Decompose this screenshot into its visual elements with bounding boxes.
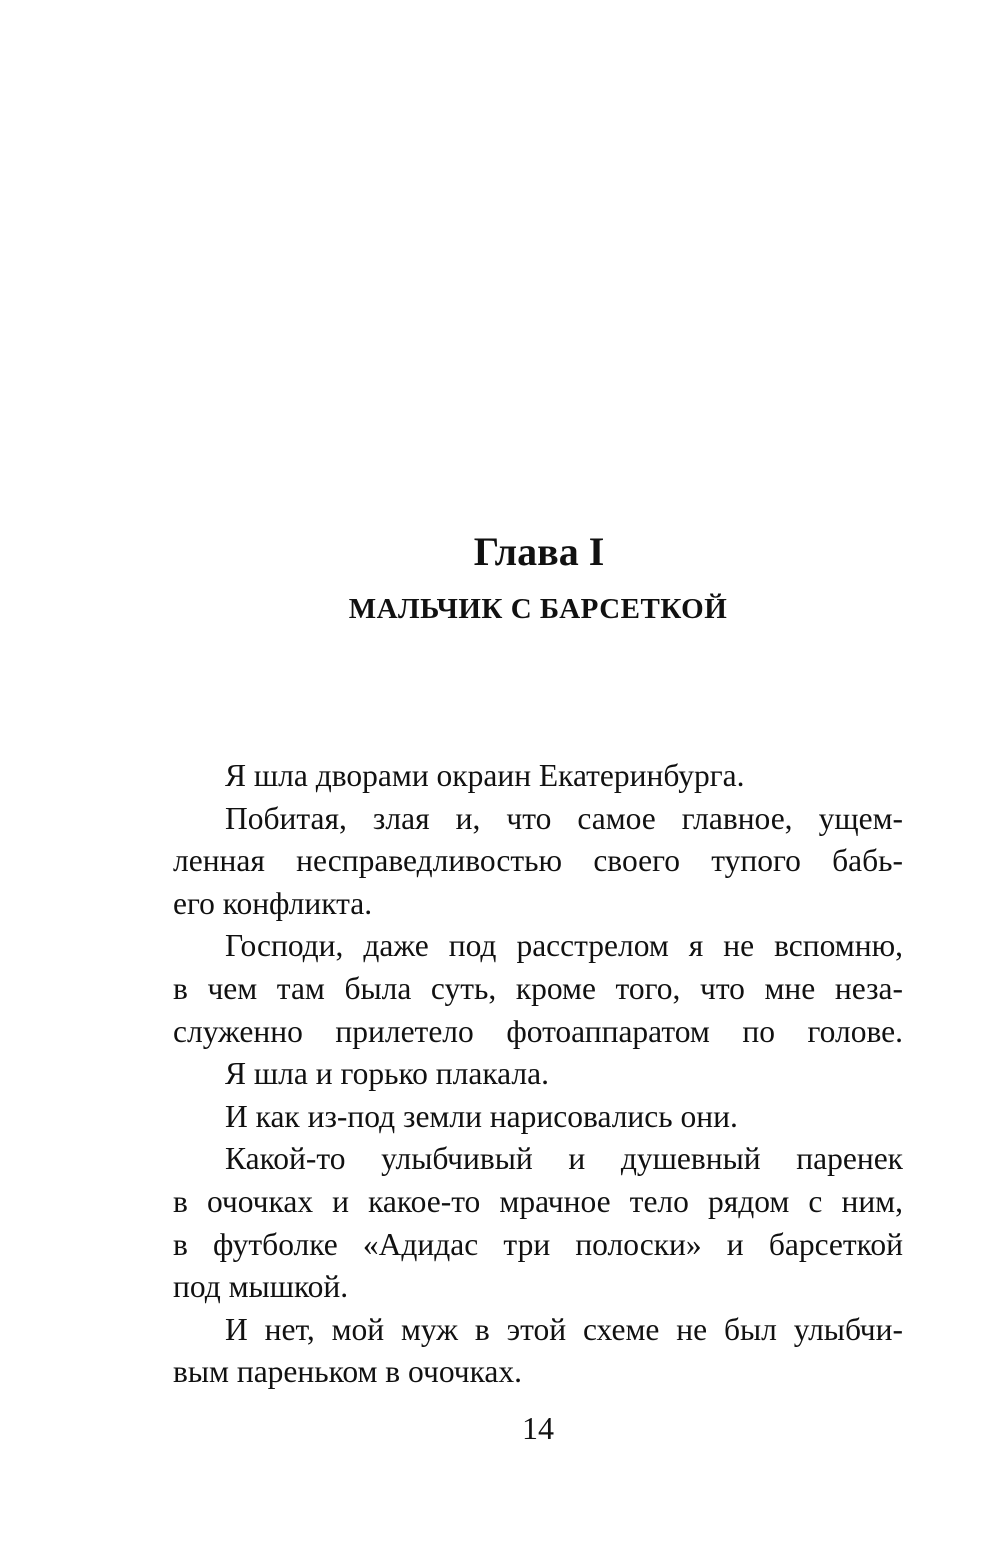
body-text bbox=[173, 755, 903, 1394]
text-line: И нет, мой муж в этой схеме не был улыбчи- bbox=[225, 1311, 903, 1347]
text-line: Я шла и горько плакала. bbox=[225, 1056, 549, 1092]
text-line: под мышкой. bbox=[173, 1269, 349, 1305]
text-line: Господи, даже под расстрелом я не вспомню, bbox=[225, 928, 903, 964]
text-line: его конфликта. bbox=[173, 885, 373, 921]
text-line: Какой-то улыбчивый и душевный паренек bbox=[225, 1141, 903, 1177]
text-line: в футболке «Адидас три полоски» и барсеткой bbox=[173, 1226, 903, 1262]
text-line: в очочках и какое-то мрачное тело рядом с ним, bbox=[173, 1183, 903, 1219]
text-line: вым пареньком в очочках. bbox=[173, 1354, 523, 1390]
text-line: служенно прилетело фотоаппаратом по голове. bbox=[173, 1013, 903, 1049]
text-line: И как из-под земли нарисовались они. bbox=[225, 1098, 738, 1134]
chapter-heading: Глава I bbox=[473, 529, 605, 574]
chapter-title: МАЛЬЧИК С БАРСЕТКОЙ bbox=[348, 593, 728, 625]
text-line: Побитая, злая и, что самое главное, ущем- bbox=[225, 800, 903, 836]
page-number: 14 bbox=[522, 1410, 554, 1446]
text-line: Я шла дворами окраин Екатеринбурга. bbox=[225, 758, 745, 793]
text-line: ленная несправедливостью своего тупого бабь- bbox=[173, 843, 903, 879]
text-line: в чем там была суть, кроме того, что мне неза- bbox=[173, 970, 903, 1006]
